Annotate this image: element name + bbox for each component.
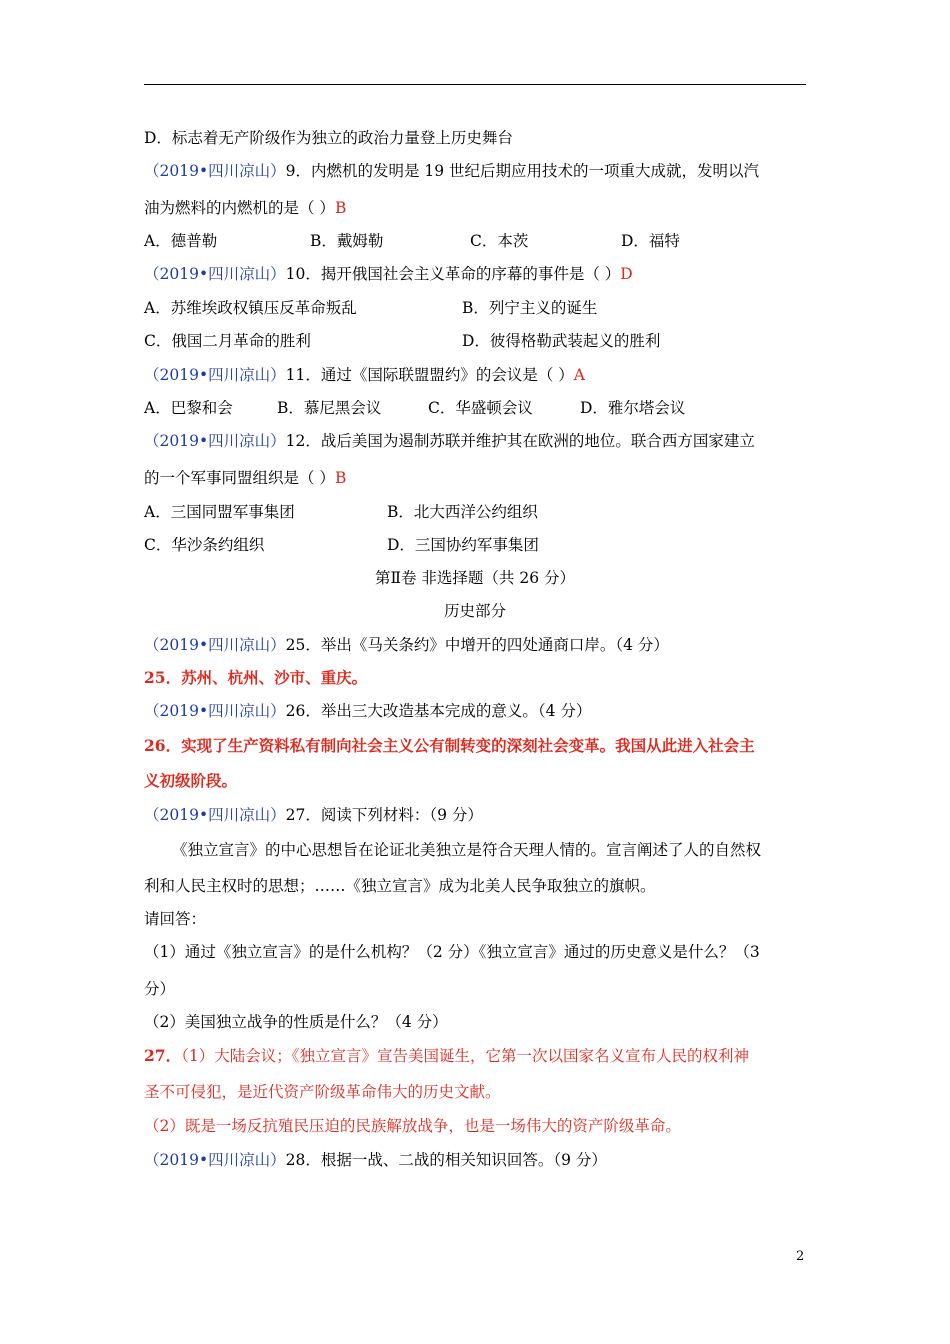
q11-source: （2019•四川凉山） — [144, 366, 286, 384]
q9-answer: B — [334, 199, 347, 217]
q12-options-row2 — [144, 535, 806, 555]
q25-text: 25．举出《马关条约》中增开的四处通商口岸。（4 分） — [285, 636, 669, 654]
q10-option-d: D．彼得格勒武装起义的胜利 — [462, 332, 661, 350]
q12-option-d: D．三国协约军事集团 — [387, 536, 539, 554]
q27-answer-number: 27． — [144, 1046, 182, 1065]
q26-stem — [144, 701, 591, 721]
q10-stem — [144, 264, 633, 284]
q25-answer: 25．苏州、杭州、沙市、重庆。 — [144, 668, 368, 687]
q10-options-row1 — [144, 298, 806, 318]
q27-text: 27．阅读下列材料：（9 分） — [285, 806, 483, 824]
q10-option-a: A．苏维埃政权镇压反革命叛乱 — [144, 299, 357, 317]
q9-stem-line2 — [144, 198, 346, 218]
q28-stem — [144, 1150, 607, 1170]
header-rule — [144, 84, 806, 85]
q12-option-a: A．三国同盟军事集团 — [144, 503, 295, 521]
q9-options — [144, 231, 806, 251]
q26-answer-line1: 26．实现了生产资料私有制向社会主义公有制转变的深刻社会变革。我国从此进入社会主 — [144, 736, 755, 755]
q12-source: （2019•四川凉山） — [144, 432, 286, 450]
q12-options-row1 — [144, 502, 806, 522]
q9-option-c: C．本茨 — [470, 232, 529, 250]
page-number: 2 — [796, 1249, 805, 1264]
q11-answer: A — [573, 366, 585, 384]
q27-answer1: （1）大陆会议；《独立宣言》宣告美国诞生，它第一次以国家名义宣布人民的权利神 — [181, 1047, 749, 1065]
q26-source: （2019•四川凉山） — [144, 702, 286, 720]
q27-material-line2: 利和人民主权时的思想；……《独立宣言》成为北美人民争取独立的旗帜。 — [144, 877, 656, 895]
q27-answer-line1 — [144, 1046, 749, 1066]
q9-source: （2019•四川凉山） — [144, 162, 286, 180]
q12-text-cont: 的一个军事同盟组织是（ ） — [144, 469, 335, 487]
q9-text: 9．内燃机的发明是 19 世纪后期应用技术的一项重大成就，发明以汽 — [285, 162, 760, 180]
q11-options — [144, 398, 806, 418]
q27-source: （2019•四川凉山） — [144, 806, 286, 824]
q8-option-d: D．标志着无产阶级作为独立的政治力量登上历史舞台 — [144, 129, 513, 147]
q28-text: 28．根据一战、二战的相关知识回答。（9 分） — [285, 1151, 607, 1169]
q27-answer-line2: 圣不可侵犯，是近代资产阶级革命伟大的历史文献。 — [144, 1083, 501, 1101]
q11-option-c: C．华盛顿会议 — [428, 399, 533, 417]
q27-answer2: （2）既是一场反抗殖民压迫的民族解放战争，也是一场伟大的资产阶级革命。 — [144, 1117, 681, 1135]
q27-sub1-line1: （1）通过《独立宣言》的是什么机构？（2 分）《独立宣言》通过的历史意义是什么？（3 — [144, 943, 760, 961]
q27-sub2: （2）美国独立战争的性质是什么？（4 分） — [144, 1013, 448, 1031]
q27-sub1-line2: 分） — [144, 980, 176, 998]
q12-stem-line1 — [144, 431, 755, 451]
q12-option-b: B．北大西洋公约组织 — [387, 503, 538, 521]
q9-text-cont: 油为燃料的内燃机的是（ ） — [144, 199, 335, 217]
q11-option-d: D．雅尔塔会议 — [580, 399, 686, 417]
q11-text: 11．通过《国际联盟盟约》的会议是（ ） — [285, 366, 574, 384]
q26-answer-line2: 义初级阶段。 — [144, 771, 238, 790]
q11-option-b: B．慕尼黑会议 — [277, 399, 382, 417]
q10-source: （2019•四川凉山） — [144, 265, 286, 283]
q26-text: 26．举出三大改造基本完成的意义。（4 分） — [285, 702, 592, 720]
q10-text: 10．揭开俄国社会主义革命的序幕的事件是（ ） — [285, 265, 621, 283]
q9-option-a: A．德普勒 — [144, 232, 218, 250]
section-subtitle: 历史部分 — [443, 602, 506, 620]
q27-stem — [144, 805, 483, 825]
q10-option-c: C．俄国二月革命的胜利 — [144, 332, 311, 350]
q12-option-c: C．华沙条约组织 — [144, 536, 265, 554]
q27-material-line1: 《独立宣言》的中心思想旨在论证北美独立是符合天理人情的。宣言阐述了人的自然权 — [172, 841, 762, 859]
q9-option-b: B．戴姆勒 — [310, 232, 384, 250]
q11-option-a: A．巴黎和会 — [144, 399, 233, 417]
q12-text: 12．战后美国为遏制苏联并维护其在欧洲的地位。联合西方国家建立 — [285, 432, 755, 450]
q28-source: （2019•四川凉山） — [144, 1151, 286, 1169]
q25-stem — [144, 635, 669, 655]
q12-stem-line2 — [144, 468, 346, 488]
q10-option-b: B．列宁主义的诞生 — [462, 299, 598, 317]
q9-option-d: D．福特 — [621, 232, 680, 250]
q12-answer: B — [334, 469, 347, 487]
q27-prompt: 请回答： — [144, 910, 207, 928]
q9-stem-line1 — [144, 161, 759, 181]
q25-source: （2019•四川凉山） — [144, 636, 286, 654]
q10-options-row2 — [144, 331, 806, 351]
q10-answer: D — [620, 265, 633, 283]
q11-stem — [144, 365, 585, 385]
section-title: 第Ⅱ卷 非选择题（共 26 分） — [374, 569, 576, 587]
